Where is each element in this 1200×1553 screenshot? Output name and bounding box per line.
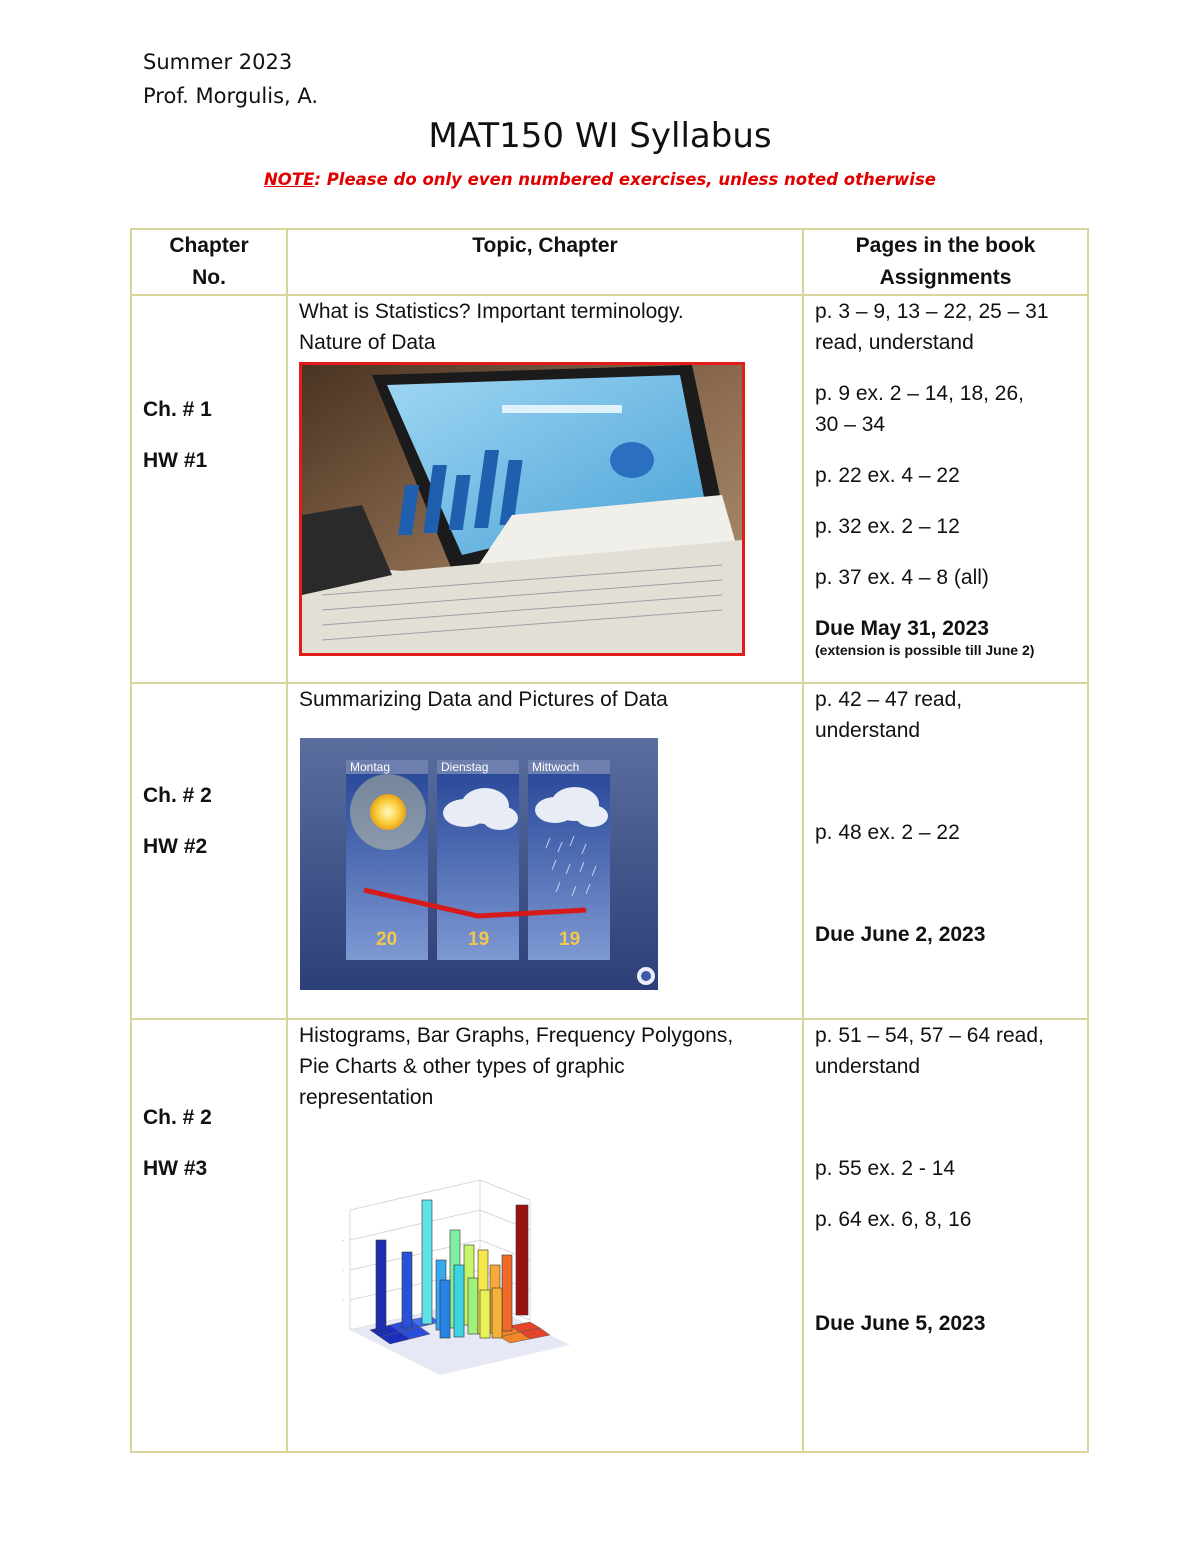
- topic-cell: [287, 1019, 803, 1452]
- assignments-cell: [803, 295, 1088, 683]
- syllabus-table: [130, 228, 1089, 1453]
- hw-label: HW #3: [143, 1157, 208, 1180]
- topic-cell: [287, 295, 803, 683]
- weather-temp-label: 20: [376, 929, 398, 950]
- weather-day-label: Dienstag: [441, 760, 489, 774]
- weather-day-label: Montag: [350, 760, 391, 774]
- assignment-line: p. 51 – 54, 57 – 64 read,: [815, 1024, 1044, 1047]
- weather-day-label: Mittwoch: [532, 760, 580, 774]
- assignments-cell: [803, 1019, 1088, 1452]
- laptop-chart-photo: [299, 362, 745, 656]
- assignment-line: p. 32 ex. 2 – 12: [815, 515, 960, 538]
- weather-forecast-image: [300, 738, 658, 990]
- page-title: MAT150 WI Syllabus: [428, 116, 772, 156]
- professor-label: Prof. Morgulis, A.: [143, 84, 319, 108]
- header-chapter: Chapter No.: [131, 229, 287, 295]
- chapter-cell: [131, 1019, 287, 1452]
- note-text: : Please do only even numbered exercises, unless noted otherwise: [314, 170, 936, 189]
- topic-text: Pie Charts & other types of graphic: [299, 1055, 625, 1078]
- svg-text:·: ·: [342, 1298, 344, 1304]
- table-row: [131, 1019, 1088, 1452]
- table-row: [131, 683, 1088, 1019]
- svg-text:·: ·: [342, 1268, 344, 1274]
- assignment-line: p. 3 – 9, 13 – 22, 25 – 31: [815, 300, 1049, 323]
- assignment-line: p. 64 ex. 6, 8, 16: [815, 1208, 972, 1231]
- chapter-cell: [131, 683, 287, 1019]
- topic-text: Summarizing Data and Pictures of Data: [299, 688, 668, 711]
- 3d-histogram-image: [340, 1170, 580, 1410]
- hw-label: HW #1: [143, 449, 208, 472]
- extension-note: (extension is possible till June 2): [815, 642, 1035, 658]
- assignment-line: p. 48 ex. 2 – 22: [815, 821, 960, 844]
- topic-text: Nature of Data: [299, 331, 436, 354]
- due-date: Due May 31, 2023: [815, 617, 989, 640]
- due-date: Due June 2, 2023: [815, 923, 986, 946]
- hw-label: HW #2: [143, 835, 208, 858]
- topic-cell: [287, 683, 803, 1019]
- chapter-label: Ch. # 2: [143, 784, 212, 807]
- table-row: [131, 295, 1088, 683]
- assignment-line: understand: [815, 719, 921, 742]
- assignments-cell: [803, 683, 1088, 1019]
- assignment-line: 30 – 34: [815, 413, 886, 436]
- assignment-line: understand: [815, 1055, 921, 1078]
- chapter-label: Ch. # 2: [143, 1106, 212, 1129]
- weather-temp-label: 19: [468, 929, 490, 950]
- assignment-line: p. 37 ex. 4 – 8 (all): [815, 566, 989, 589]
- chapter-label: Ch. # 1: [143, 398, 212, 421]
- header-pages: Pages in the book Assignments: [803, 229, 1088, 295]
- semester-label: Summer 2023: [143, 50, 293, 74]
- topic-text: What is Statistics? Important terminology.: [299, 300, 684, 323]
- assignment-line: p. 55 ex. 2 - 14: [815, 1157, 956, 1180]
- header-topic: Topic, Chapter: [287, 229, 803, 295]
- weather-temp-label: 19: [559, 929, 581, 950]
- topic-text: Histograms, Bar Graphs, Frequency Polygons,: [299, 1024, 734, 1047]
- chapter-cell: [131, 295, 287, 683]
- note-line: [0, 170, 1200, 189]
- svg-text:·: ·: [342, 1238, 344, 1244]
- topic-text: representation: [299, 1086, 434, 1109]
- assignment-line: p. 9 ex. 2 – 14, 18, 26,: [815, 382, 1024, 405]
- due-date: Due June 5, 2023: [815, 1312, 986, 1335]
- assignment-line: read, understand: [815, 331, 974, 354]
- note-label: NOTE: [264, 170, 315, 189]
- table-header-row: [131, 229, 1088, 295]
- assignment-line: p. 22 ex. 4 – 22: [815, 464, 960, 487]
- assignment-line: p. 42 – 47 read,: [815, 688, 963, 711]
